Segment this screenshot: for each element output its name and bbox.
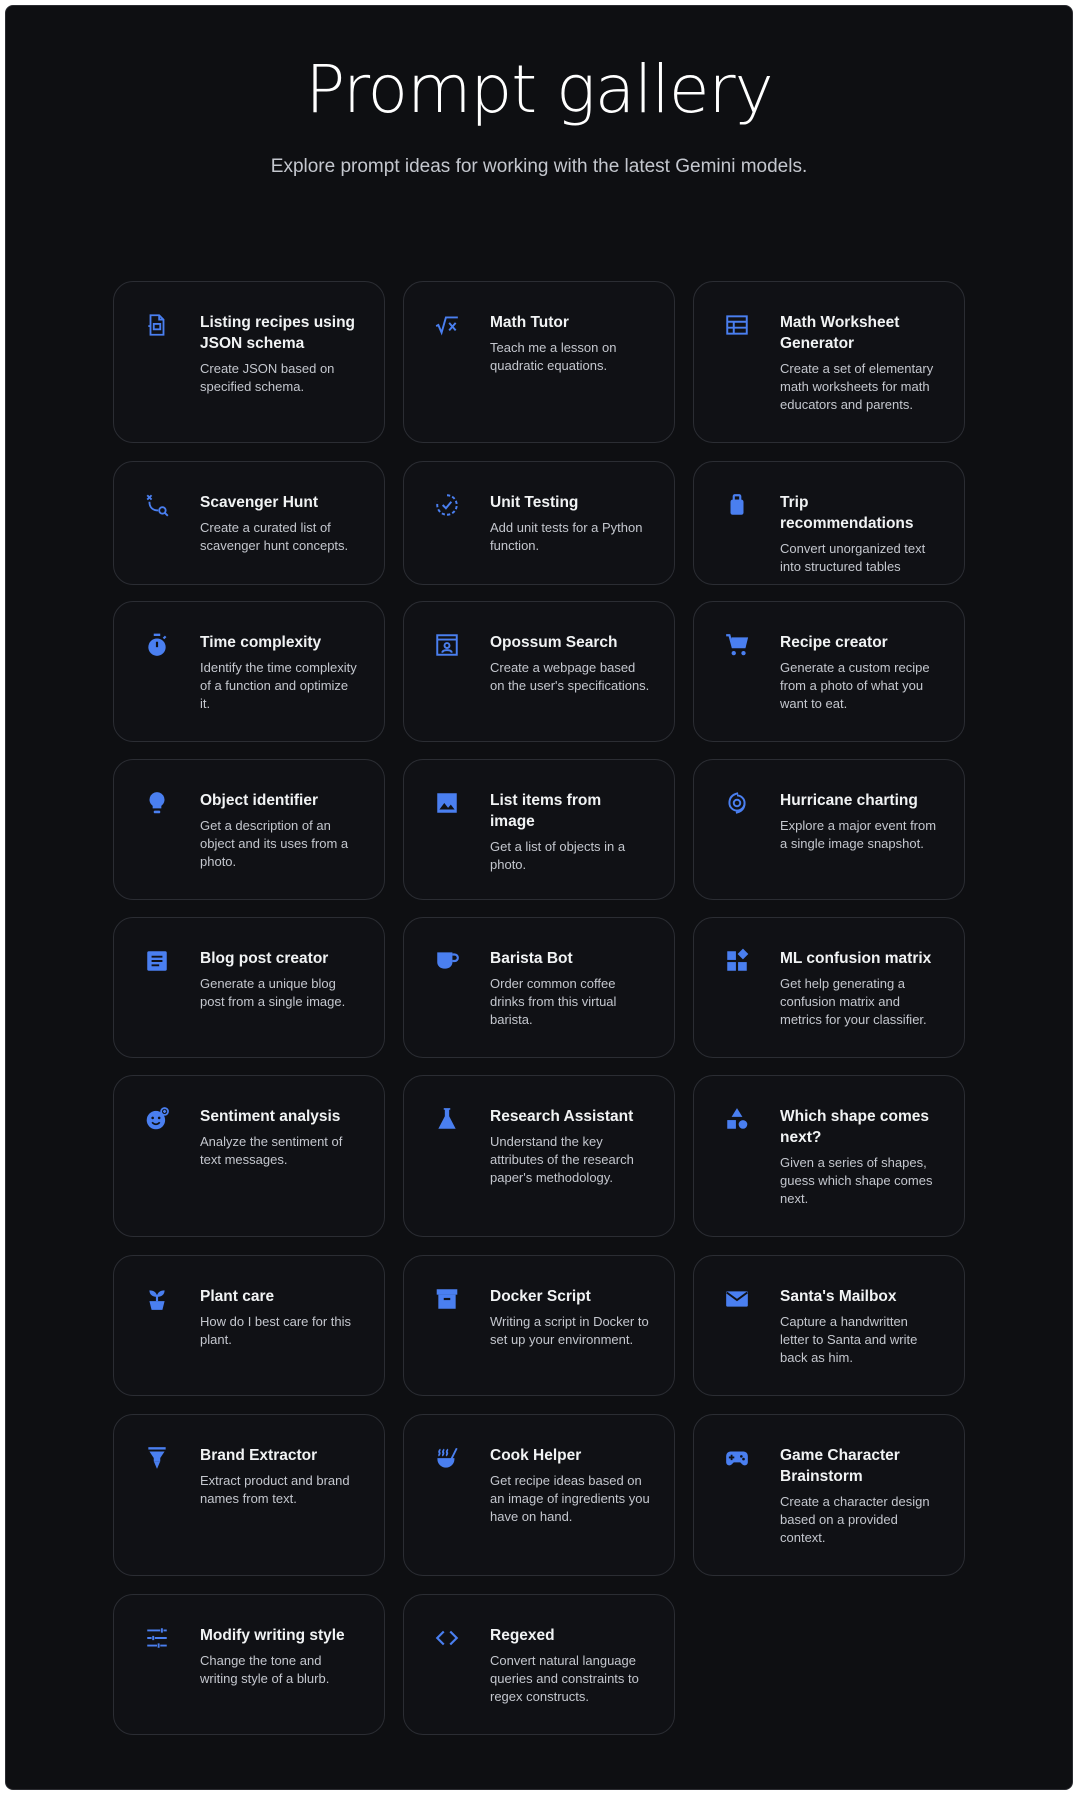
prompt-card-title (780, 790, 940, 853)
luggage-icon (724, 492, 750, 518)
prompt-card-title-text: Time complexity (200, 634, 322, 651)
soup-icon (434, 1445, 460, 1471)
prompt-card-title (490, 1625, 650, 1706)
prompt-card-title (490, 1445, 650, 1526)
coffee-cup-icon (434, 948, 460, 974)
prompt-card-title (490, 1286, 650, 1349)
prompt-card-description: Create a webpage based on the user's specifications. (490, 660, 650, 693)
prompt-card[interactable] (693, 281, 965, 443)
prompt-card-title-text: Which shape comes next? (780, 1108, 930, 1146)
prompt-card-description: Generate a custom recipe from a photo of what you want to eat. (780, 660, 930, 711)
prompt-card[interactable] (403, 759, 675, 900)
prompt-card-title-text: Santa's Mailbox (780, 1288, 897, 1305)
prompt-card-description: Get a description of an object and its uses from a photo. (200, 818, 349, 869)
prompt-card-description: Given a series of shapes, guess which shape comes next. (780, 1155, 933, 1206)
page-subtitle: Explore prompt ideas for working with the latest Gemini models. (270, 156, 808, 177)
article-icon (144, 948, 170, 974)
prompt-card-title-text: Game Character Brainstorm (780, 1447, 900, 1485)
prompt-card[interactable] (113, 759, 385, 900)
prompt-card-title-text: Barista Bot (490, 950, 573, 967)
prompt-card-title (200, 790, 360, 871)
prompt-card-description: Convert natural language queries and constraints to regex constructs. (490, 1653, 639, 1704)
prompt-card-title (200, 1445, 360, 1508)
timer-icon (144, 632, 170, 658)
prompt-card-title (200, 1625, 360, 1688)
prompt-card[interactable] (403, 281, 675, 443)
prompt-card[interactable] (693, 1414, 965, 1576)
gamepad-icon (724, 1445, 750, 1471)
prompt-card-description: Writing a script in Docker to set up your environment. (490, 1314, 649, 1347)
prompt-card[interactable] (693, 601, 965, 742)
prompt-card-title (780, 1286, 940, 1367)
lightbulb-icon (144, 790, 170, 816)
prompt-card-description: Explore a major event from a single image snapshot. (780, 818, 937, 851)
prompt-card-description: Teach me a lesson on quadratic equations. (490, 340, 617, 373)
prompt-card[interactable] (403, 1594, 675, 1735)
cyclone-icon (724, 790, 750, 816)
prompt-card-title-text: Brand Extractor (200, 1447, 318, 1464)
prompt-card-description: Analyze the sentiment of text messages. (200, 1134, 343, 1167)
prompt-card-description: Convert unorganized text into structured tables (780, 541, 926, 574)
square-root-icon (434, 312, 460, 338)
prompt-card-title (200, 1106, 360, 1169)
prompt-card[interactable] (113, 601, 385, 742)
search-route-icon (144, 492, 170, 518)
prompt-card-title-text: Plant care (200, 1288, 275, 1305)
prompt-card[interactable] (693, 1255, 965, 1396)
prompt-card-description: Generate a unique blog post from a single image. (200, 976, 346, 1009)
code-brackets-icon (434, 1625, 460, 1651)
prompt-card-title (490, 1106, 650, 1187)
prompt-card-description: Understand the key attributes of the research paper's methodology. (490, 1134, 634, 1185)
prompt-card[interactable] (693, 461, 965, 585)
prompt-card-title (200, 312, 360, 396)
prompt-card-title (200, 632, 360, 713)
prompt-card[interactable] (113, 1255, 385, 1396)
emoji-icon (144, 1106, 170, 1132)
prompt-card[interactable] (693, 1075, 965, 1237)
prompt-card-description: Extract product and brand names from text. (200, 1473, 350, 1506)
prompt-card[interactable] (693, 917, 965, 1058)
prompt-card[interactable] (113, 1414, 385, 1576)
prompt-card-title (200, 492, 360, 555)
prompt-card-description: Get a list of objects in a photo. (490, 839, 626, 872)
prompt-card[interactable] (403, 917, 675, 1058)
document-icon (144, 312, 170, 338)
prompt-card-title-text: Trip recommendations (780, 494, 914, 532)
prompt-card[interactable] (113, 461, 385, 585)
prompt-card-title-text: Object identifier (200, 792, 318, 809)
prompt-card[interactable] (403, 1414, 675, 1576)
prompt-card-title-text: Unit Testing (490, 494, 579, 511)
prompt-card-title-text: Recipe creator (780, 634, 888, 651)
prompt-card-description: Identify the time complexity of a function and optimize it. (200, 660, 357, 711)
prompt-card-title-text: Math Worksheet Generator (780, 314, 900, 352)
prompt-card-description: Create a set of elementary math worksheets for math educators and parents. (780, 361, 934, 412)
prompt-card[interactable] (113, 1075, 385, 1237)
shopping-cart-icon (724, 632, 750, 658)
prompt-card[interactable] (113, 917, 385, 1058)
prompt-card-title-text: Research Assistant (490, 1108, 634, 1125)
prompt-card-title (780, 948, 940, 1029)
widgets-icon (724, 948, 750, 974)
prompt-card-description: Get help generating a confusion matrix and metrics for your classifier. (780, 976, 927, 1027)
flask-icon (434, 1106, 460, 1132)
prompt-card-title-text: Math Tutor (490, 314, 569, 331)
mail-icon (724, 1286, 750, 1312)
prompt-card-title-text: Cook Helper (490, 1447, 582, 1464)
prompt-card-title-text: Blog post creator (200, 950, 329, 967)
prompt-card-title-text: ML confusion matrix (780, 950, 932, 967)
prompt-card-description: Order common coffee drinks from this virtual barista. (490, 976, 617, 1027)
prompt-card-title-text: Regexed (490, 1627, 555, 1644)
prompt-card-title-text: Opossum Search (490, 634, 618, 651)
table-grid-icon (724, 312, 750, 338)
archive-box-icon (434, 1286, 460, 1312)
prompt-card-title (780, 1106, 940, 1208)
prompt-card[interactable] (113, 281, 385, 443)
prompt-card-title (780, 632, 940, 713)
prompt-card-title (780, 492, 940, 576)
prompt-card-title-text: Scavenger Hunt (200, 494, 319, 511)
page-title: Prompt gallery (305, 51, 773, 128)
prompt-card[interactable] (403, 1075, 675, 1237)
image-icon (434, 790, 460, 816)
tune-icon (144, 1625, 170, 1651)
profile-window-icon (434, 632, 460, 658)
prompt-card-description: Add unit tests for a Python function. (490, 520, 643, 553)
prompt-card-title (200, 1286, 360, 1349)
check-circle-icon (434, 492, 460, 518)
prompt-card-title (780, 1445, 940, 1547)
potted-plant-icon (144, 1286, 170, 1312)
prompt-card-title (490, 632, 650, 695)
prompt-card-title-text: Modify writing style (200, 1627, 345, 1644)
prompt-card-title-text: Docker Script (490, 1288, 591, 1305)
prompt-card-title (490, 492, 650, 555)
prompt-card-title (490, 948, 650, 1029)
prompt-card-description: How do I best care for this plant. (200, 1314, 352, 1347)
funnel-icon (144, 1445, 170, 1471)
prompt-card[interactable] (403, 461, 675, 585)
prompt-card-title (780, 312, 940, 414)
prompt-card-title-text: List items from image (490, 792, 602, 830)
prompt-card[interactable] (693, 759, 965, 900)
prompt-card-description: Capture a handwritten letter to Santa and write back as him. (780, 1314, 918, 1365)
prompt-card-description: Create a curated list of scavenger hunt concepts. (200, 520, 349, 553)
shapes-icon (724, 1106, 750, 1132)
prompt-card[interactable] (113, 1594, 385, 1735)
prompt-card-title (200, 948, 360, 1011)
prompt-card[interactable] (403, 1255, 675, 1396)
prompt-card-title-text: Hurricane charting (780, 792, 918, 809)
prompt-card-title (490, 790, 650, 874)
prompt-card[interactable] (403, 601, 675, 742)
prompt-card-title (490, 312, 650, 375)
prompt-card-description: Create a character design based on a provided context. (780, 1494, 930, 1545)
prompt-card-description: Get recipe ideas based on an image of ingredients you have on hand. (490, 1473, 650, 1524)
prompt-card-title-text: Listing recipes using JSON schema (200, 314, 356, 352)
prompt-card-title-text: Sentiment analysis (200, 1108, 341, 1125)
prompt-card-description: Create JSON based on specified schema. (200, 361, 335, 394)
gallery-page (5, 5, 1073, 1790)
prompt-card-description: Change the tone and writing style of a blurb. (200, 1653, 330, 1686)
